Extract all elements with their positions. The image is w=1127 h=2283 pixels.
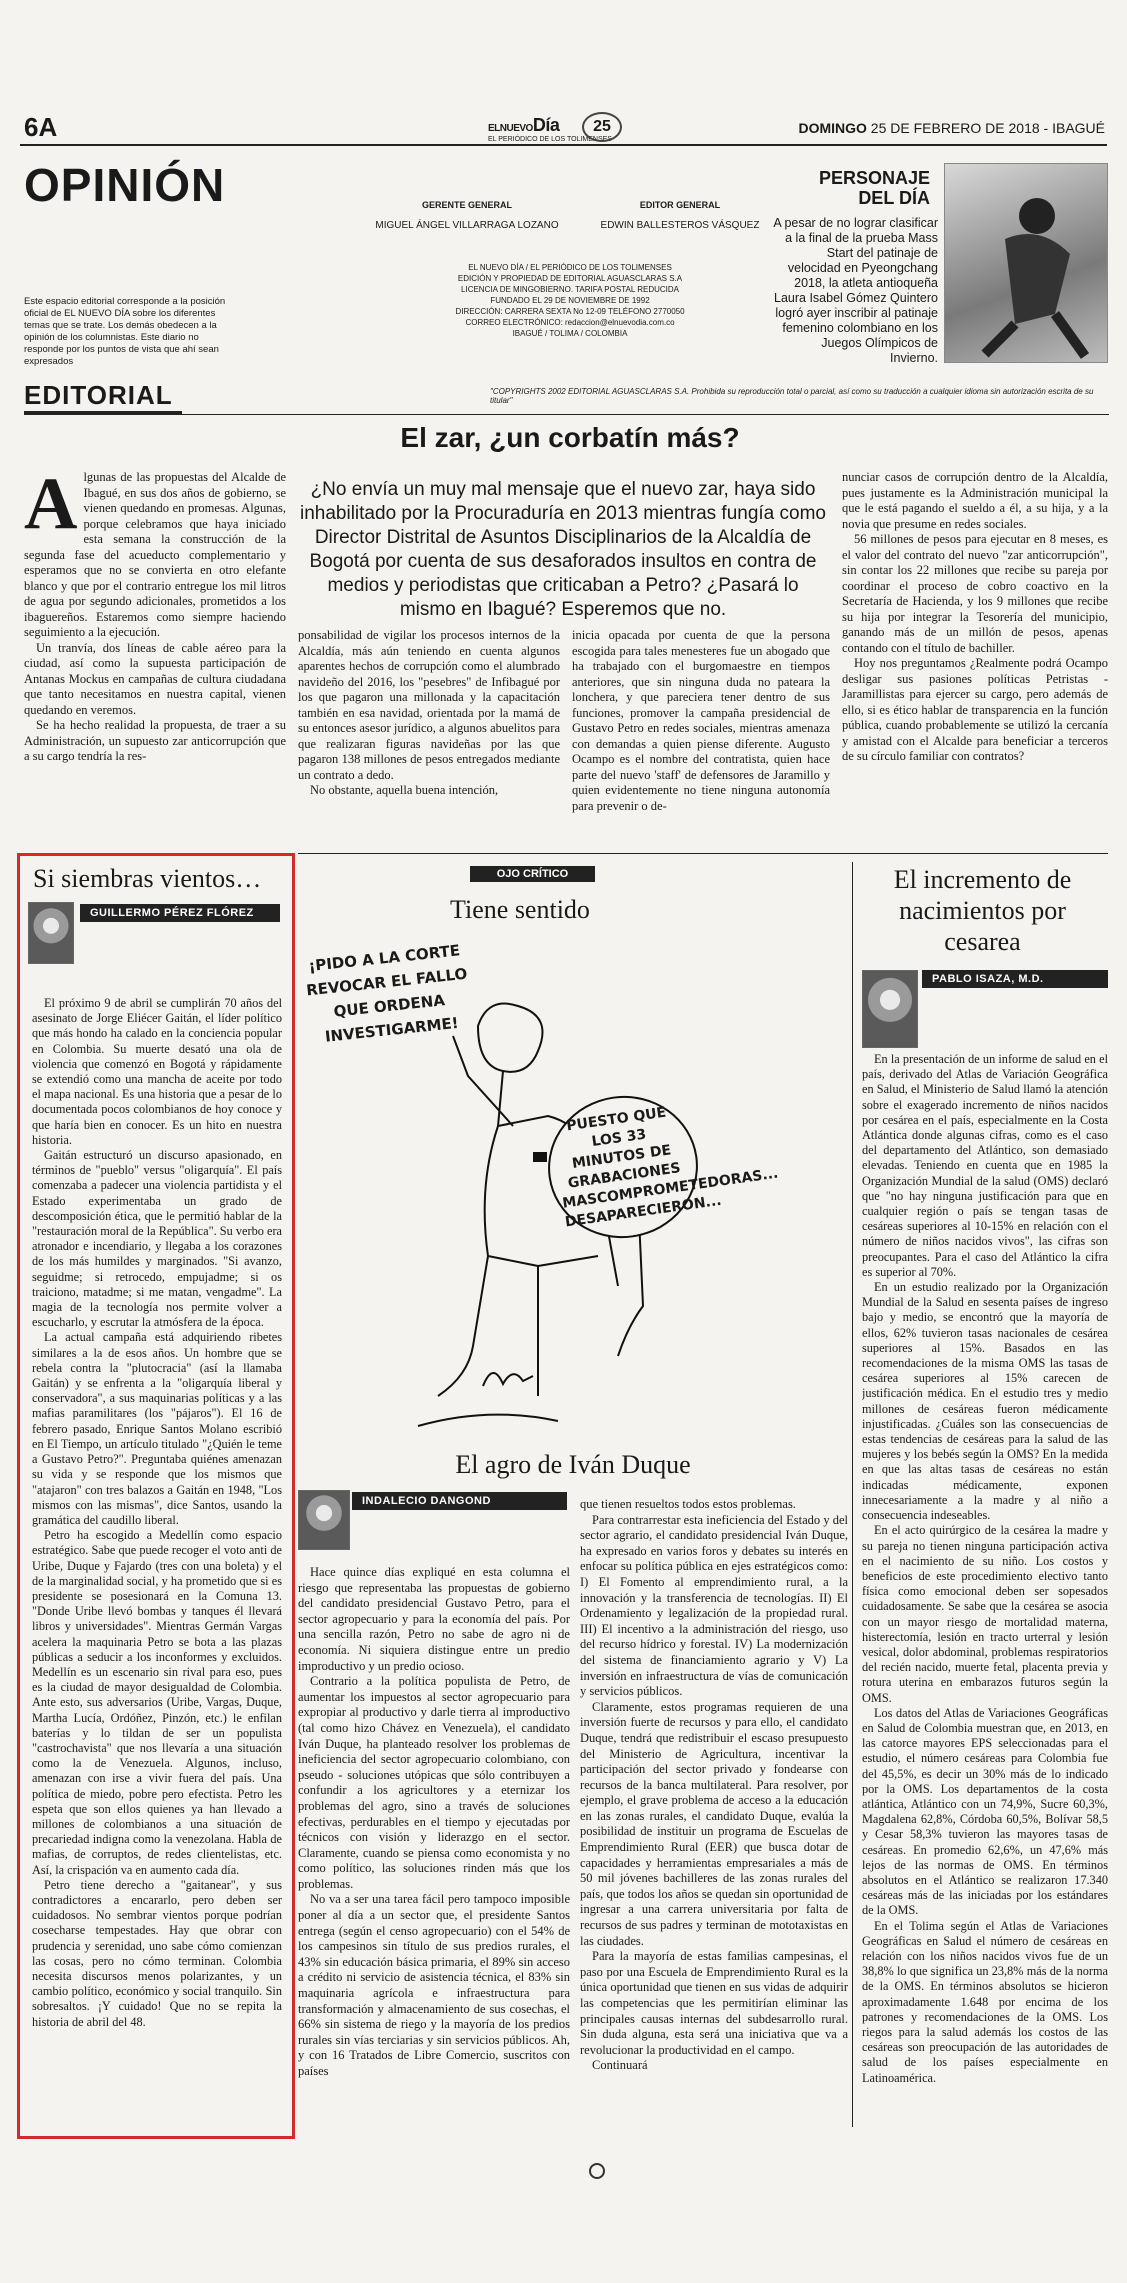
dropcap: A [24,470,78,545]
logo-sub: EL PERIÓDICO DE LOS TOLIMENSES [488,136,612,143]
editorial-col-1 [24,470,286,848]
date-rest: 25 DE FEBRERO DE 2018 - IBAGUÉ [870,120,1105,136]
page-number: 6A [24,112,58,142]
editorial-cartoon [298,926,780,1446]
paragraph: Continuará [592,2058,648,2073]
personaje-title-1: PERSONAJE [818,168,930,188]
paragraph: En el acto quirúrgico de la cesárea la madre y su pareja no tienen ninguna participación activa en el nacimiento de su niño. Los costos y beneficios de este procedimiento electivo tanto física como emocional deben ser sopesados cuidadosamente. Se sabe que la cesárea se asocia con un mayor riesgo de mortalidad materna, histerectomía, lesión en tracto urterral y lesión vesical, dolor abdominal, problemas respiratorios del recién nacido, muerte fetal, placenta previa y rotura uterina en embarazos futuros según la OMS. [862,1523,1108,1705]
staff-gm [362,200,572,231]
ojo-critico-tag: OJO CRÍTICO [470,866,595,882]
paragraph: que tienen resueltos todos estos problemas. [580,1497,796,1511]
author-byline-perez: GUILLERMO PÉREZ FLÓREZ [80,904,280,922]
column-dangond-left [298,1565,570,2125]
editorial-col-3 [572,628,830,848]
logo-top: ELNUEVO [488,123,533,134]
paragraph: ponsabilidad de vigilar los procesos internos de la Alcaldía, más aún teniendo en cuenta algunos aparentes hechos de corrupción como el alumbrado navideño del 2016, los "pesebres" de Infibagué por los que pagaron una millonada y la capacitación también en esa navidad, orientada por la mamá de su entonces asesor jurídico, a algunos abuelitos para que realizaran figuras navideñas por las que pagaron 138 millones de pesos entregados mediante un contrato a dedo. [298,628,560,782]
paragraph: Se ha hecho realidad la propuesta, de traer a su Administración, un supuesto zar anticorrupción que a su cargo tendría la res- [24,718,286,763]
author-photo-isaza [862,970,918,1048]
column-perez-body [32,996,282,2124]
personaje-title [800,168,930,208]
paragraph: Gaitán estructuró un discurso apasionado, en términos de "pueblo" versus "oligarquía". El país comenzaba a padecer una violencia partidista y el Estado experimentaba un grado de descomposición ética, que le permitió hablar de la "restauración moral de la República". Su verbo era atronador e incendiario, y llegaba a los corazones de los más humildes y marginados. "Si avanzo, seguidme; si retrocedo, empujadme; si os traiciono, matadme; si me matan, vengadme". La magia de la tecnología nos permite volver a escucharlo, y escrutar la atmósfera de la época. [32,1148,282,1330]
column-divider [852,862,853,2127]
paragraph: No va a ser una tarea fácil pero tampoco imposible poner al día a un sector que, el presidente Santos entrega (según el censo agropecuario) con el 54% de los campesinos sin título de sus predios rurales, el 43% sin educación básica primaria, el 89% sin acceso a crédito ni servicio de asistencia técnica, el 83% sin maquinaria agrícola e infraestructura para transformación y almacenamiento de sus cosechas, el 66% sin sistema de riego y la mayoría de los predios rurales sin vías terciarias y sin servicios públicos. Ah, y con 16 Tratados de Libre Comercio, suscritos con países [298,1892,570,2078]
paragraph: nunciar casos de corrupción dentro de la Alcaldía, pues justamente es la Administración municipal la que le está pagando el sueldo a él, a su hija, y a la novia que presume en redes sociales. [842,470,1108,531]
imprint-line: DIRECCIÓN: CARRERA SEXTA No 12-09 TELÉFONO 2770050 [455,307,685,316]
bow-tie-shape [533,1152,547,1162]
paragraph: Petro ha escogido a Medellín como espacio estratégico. Sabe que puede recoger el voto anti de Uribe, Duque y Fajardo (tres con una boleta) y el de la marginalidad social, y ha prometido que si es presidente se posesionará en la Comuna 13. "Donde Uribe llevó bombas y tanques él llevará libros y universidades". Mientras Germán Vargas acelera la maquinaria Petro se bota a las plazas públicas a seducir a los inconformes y excluidos. Medellín es un escenario sin rival para eso, pues es la ciudad de mayor desigualdad de Colombia. Ante esto, sus adversarios (Uribe, Vargas, Duque, Martha Lucía, Ordóñez, Pinzón, etc.) le enfilan baterías y lo tildan de ser un populista "castrochavista" que nos llevaría a una situación como la de Venezuela. Algunos, incluso, amenazan con irse a vivir fuera del país. Una política de miedo, pobre pero efectista. Petro les espeta que son ellos quienes ya han llevado a millones de colombianos a una situación de precariedad indigna como la venezolana. Habla de mafias, de corruptos, de redes clientelistas, etc. Así, la crispación va en aumento cada día. [32,1528,282,1877]
registration-mark-icon [589,2163,605,2179]
author-photo-perez [28,902,74,964]
paragraph: inicia opacada por cuenta de que la persona escogida para tales menesteres fue un abogado que ha trabajado con el burgomaestre en tiempos anteriores, que sin ninguna duda no pateara la lonchera, y que pareciera tener dentro de sus funciones, promover la campaña presidencial de Gustavo Petro en redes sociales, mientras amenaza con demandas a quien piense diferente. Augusto Ocampo es el nombre del contratista, quien hace parte del nuevo 'staff' de defensores de Jaramillo y quien evidentemente no tiene ninguna autonomía para prevenir o de- [572,628,830,813]
paragraph: lgunas de las propuestas del Alcalde de Ibagué, en sus dos años de gobierno, se vienen quedando en promesas. Algunas, porque celebramos que haya iniciado esta semana la construcción de la segunda fase del acueducto complementario y esperamos que no se convierta en otro elefante blanco y que por el contrario entregue los mil litros de agua por segundo adicionales, prometidos a los ibaguereños. Estaremos como siempre haciendo seguimiento a la ejecución. [24,470,286,639]
section-title: OPINIÓN [24,159,226,211]
paragraph: Un tranvía, dos líneas de cable aéreo para la ciudad, así como la supuesta participación de Antanas Mockus en campañas de cultura ciudadana que tanto necesitamos en nuestra capital, vienen quedando en veremos. [24,640,286,717]
paragraph: Para la mayoría de estas familias campesinas, el paso por una Escuela de Emprendimiento Rural es la única oportunidad que tienen en sus vidas de adquirir las competencias que les permitirían eliminar las principales causas internas del subdesarrollo rural. Sin duda alguna, esta será una iniciativa que va a revolucionar la productividad en el campo. [580,1949,848,2057]
paragraph: No obstante, aquella buena intención, [310,783,499,797]
editorial-col-4 [842,470,1108,848]
paragraph: La actual campaña está adquiriendo ribetes similares a la de esos años. Un hombre que se rebela contra la "plutocracia" (así la llamaba Gaitán) y se enfrenta a la "oligarquía liberal y conservadora", a sus maquinarias políticas y a las mafias paramilitares (los "pájaros"). El 16 de febrero pasado, Enrique Santos Molano escribió en El Tiempo, un artículo titulado "¿Quién le teme a Gustavo Petro?". Preguntaba quiénes amenazan su vida y se responde que los mismos que "atajaron" con tres balazos a Gaitán en 1948, "Los mismos con las mismas", dice Santos, usando la gramática del caudillo liberal. [32,1330,282,1527]
paragraph: Contrario a la política populista de Petro, de aumentar los impuestos al sector agropecuario para expropiar al productivo y darle tierra al improductivo (tal como hizo Chávez en Venezuela), el candidato Iván Duque, ha planteado resolver los problemas de ineficiencia del sector agropecuario colombiano, con pseudo - soluciones utópicas que sólo contribuyen a confundir a los agricultores y a eternizar los problemas del agro, sino a través de soluciones efectivas, perdurables en el tiempo y ejecutadas por técnicos con visión y liderazgo en el sector. Claramente, cuando se piensa como economista y no como político, las soluciones rinden más que los problemas. [298,1674,570,1891]
column-perez-title: Si siembras vientos… [33,864,262,893]
paragraph: El próximo 9 de abril se cumplirán 70 años del asesinato de Jorge Eliécer Gaitán, el líder político que más hondo ha calado en la conciencia popular en Colombia. Su muerte desató una ola de violencia que comenzó en Bogotá y rápidamente se extendió como una mancha de aceite por todo el mapa nacional. Es una historia que a pesar de lo documentada pocos colombianos de hoy conoce y que haría bien en conocer. Es un hito en nuestra historia. [32,996,282,1147]
imprint [450,262,690,339]
paragraph: Hace quince días expliqué en esta columna el riesgo que representaba las propuestas de gobierno del candidato presidencial Gustavo Petro, para el sector agropecuario y para la economía del país. Por una sencilla razón, Petro no sabe de agro ni de economía. Ni siquiera distingue entre un predio improductivo y un predio ocioso. [298,1565,570,1673]
date-day: DOMINGO [798,120,867,136]
paragraph: Claramente, estos programas requieren de una inversión fuerte de recursos y para ello, el candidato Duque, tendrá que redistribuir el escaso presupuesto del Ministerio de Agricultura, incentivar la participación del sector privado y fondearse con recursos de la banca multilateral. Para resolver, por ejemplo, el grave problema de acceso a la educación en las zonas rurales, el candidato Duque, evalúa la posibilidad de instituir un programa de Escuelas de Emprendimiento Rural (EER) que busca dotar de capacidades y herramientas empresariales a más de 50 mil jóvenes bachilleres de las zonas rurales del país, que todos los años se quedan sin oportunidad de ingresar a una carrera universitaria por falta de recursos de sus padres y terminan de mototaxistas en las ciudades. [580,1699,848,1948]
cartoon-title: Tiene sentido [450,895,590,924]
editorial-headline: El zar, ¿un corbatín más? [400,422,740,453]
editor-name: EDWIN BALLESTEROS VÁSQUEZ [600,220,760,231]
paragraph: En un estudio realizado por la Organización Mundial de la Salud en sesenta países de ingreso bajo y medio, se encontró que la mayoría de ellos, 62% tuvieron tasas nacionales de cesárea superiores al 15%. Basados en las recomendaciones de la misma OMS las tasas de cesárea superiores al 15% carecen de justificación médica. En el estudio tres y medio millones de cesáreas fueron médicamente injustificadas. ¿Cuáles son las consecuencias de estas tendencias de cesáreas para la salud de las mujeres y los bebés según la OMS? En la medida en que las altas tasas de cesáreas no están indicadas médicamente, exponen innecesariamente a la madre y al niño a consecuencia indeseables. [862,1280,1108,1523]
imprint-line: FUNDADO EL 29 DE NOVIEMBRE DE 1992 [490,296,650,305]
editorial-rule [24,414,1109,415]
paragraph: En el Tolima según el Atlas de Variaciones Geográficas en Salud el número de cesáreas en relación con los niños nacidos vivos fue de un 38,8% lo que significa un 23,8% más de la norma de la OMS. En términos absolutos se hicieron aproximadamente 1.648 por encima de los patrones y recomendaciones de la OMS. Los riegos para la salud además los costos de las cesáreas son preocupación de las autoridades de salud de los países especialmente en Latinoamérica. [862,1918,1108,2085]
signature-mark [478,1356,538,1396]
speech-text-1: ¡PIDO A LA CORTE REVOCAR EL FALLO QUE ORDENA INVESTIGARME! [305,941,469,1046]
column-isaza-body [862,1052,1108,2127]
column-isaza-title: El incremento de nacimientos por cesarea [893,865,1072,956]
imprint-line: IBAGUÉ / TOLIMA / COLOMBIA [512,329,628,338]
paragraph: 56 millones de pesos para ejecutar en 8 meses, es el valor del contrato del nuevo "zar anticorrupción", sin contar los 22 millones que recibe su pareja por coordinar el proceso de cobro coactivo en la Secretaría de Hacienda, y los 9 millones que recibe su hija por integrar la Tesorería del municipio, ganando más de un millón de pesos, apenas contando con el título de bachiller. [842,532,1108,655]
gm-role: GERENTE GENERAL [421,200,512,210]
author-photo-dangond [298,1490,350,1550]
copyright-notice: "COPYRIGHTS 2002 EDITORIAL AGUASCLARAS S.A. Prohibida su reproducción total o parcial, así como su traducción a cualquier idioma sin autorización escrita de su titular" [490,387,1094,405]
dateline [798,120,1105,136]
imprint-line: LICENCIA DE MINGOBIERNO. TARIFA POSTAL REDUCIDA [461,285,679,294]
speech-bubble-1 [298,937,477,1050]
logo-main: Día [532,115,560,135]
imprint-line: EL NUEVO DÍA / EL PERIÓDICO DE LOS TOLIMENSES [468,263,672,272]
column-dangond-title: El agro de Iván Duque [455,1450,691,1479]
skater-silhouette [945,164,1107,362]
cartoonist-signature [478,1356,538,1396]
paragraph: Para contrarrestar esta ineficiencia del Estado y del sector agrario, el candidato presidencial Iván Duque, ha expresado en varios foros y debates su interés en enfocar su política pública en ejes estratégicos como: I) El Fomento al emprendimiento rural, a la innovación y la transferencia de tecnologías. II) El Ordenamiento y legalización de la propiedad rural. III) El incentivo a la administración del riesgo, uso del recurso hídrico y forestal. IV) La modernización del sistema de financiamiento agrario y V) La inversión en infraestructura de vías de comunicación y servicios públicos. [580,1512,848,1699]
staff-editor [585,200,775,231]
editorial-tag: EDITORIAL [24,380,182,414]
speech-text-2: PUESTO QUE LOS 33 MINUTOS DE GRABACIONES MASCOMPROMETEDORAS... DESAPARECIERON... [561,1104,780,1231]
editorial-deck: ¿No envía un muy mal mensaje que el nuevo zar, haya sido inhabilitado por la Procuraduría en 2013 mientras fungía como Director Distrital de Asuntos Disciplinarios de la Alcaldía de Bogotá por cuenta de sus desaforados insultos en contra de medios y periodistas que criticaban a Petro? ¿Pasará lo mismo en Ibagué? Esperemos que no. [300,479,826,620]
author-byline-dangond: INDALECIO DANGOND [352,1492,567,1510]
paragraph: Petro tiene derecho a "gaitanear", y sus contradictores a encararlo, pero deben ser cuidadosos. No sembrar vientos porque podrían cosecharse tempestades. Hay que obrar con prudencia y serenidad, uno sabe cómo comienzan las cosas, pero no cómo terminan. Colombia necesita discursos menos polarizantes, y un cambio político, económico y social tranquilo. Sin sobresaltos. ¡Y cuidado! Que no se repita la historia de abril del 48. [32,1877,282,2029]
editorial-bottom-rule [298,853,1108,854]
paragraph: Los datos del Atlas de Variaciones Geográficas en Salud de Colombia muestran que, en 2013, en las catorce mayores EPS seleccionadas para el estudio, el número cesáreas para Colombia fue del 45,5%, es decir un 30% más de lo indicado por la OMS. Los departamentos de la costa atlántica, Atlántico con un 74,9%, Sucre 60,3%, Magdalena 62,8%, Córdoba 60,5%, Bolívar 58,5 y Cesar 58,3% tuvieron las mayores tasas de cesáreas. En promedio 62,6%, un 47,6% más lejos de las normas de OMS. En términos absolutos en el Atlántico se realizaron 17.340 cesáreas más de las iniciadas por los estándares de la OMS. [862,1705,1108,1918]
editorial-disclaimer: Este espacio editorial corresponde a la posición oficial de EL NUEVO DÍA sobre los diferentes temas que se trate. Los demás obedecen a la opinión de los columnistas. Este diario no responde por los puntos de vista que ahí sean expresados [24,296,226,367]
column-dangond-right [580,1497,848,2127]
imprint-line: CORREO ELECTRÓNICO: redaccion@elnuevodia.com.co [465,318,675,327]
paragraph: En la presentación de un informe de salud en el país, derivado del Atlas de Variación Geográfica en Salud, el Ministerio de Salud llamó la atención sobre el exagerado incremento de niños nacidos por cesárea en el país, especialmente en la Costa Atlántica donde algunas cifras, como es el caso del departamento del Atlántico, son demasiado elevadas. Teniendo en cuenta que en 1985 la Organización Mundial de la salud (OMS) declaró que "no hay ninguna justificación para que en cualquier región o país se tengan tasas de cesáreas superiores al 10-15% en relación con el número de niños nacidos vivos", las cifras son preocupantes. Para el caso del Atlántico la cifra es superior al 70%. [862,1052,1108,1279]
personaje-photo [944,163,1108,363]
anniversary-badge: 25 [582,112,622,142]
editorial-col-2 [298,628,560,848]
personaje-title-2: DEL DÍA [858,188,930,208]
editor-role: EDITOR GENERAL [639,200,721,210]
imprint-line: EDICIÓN Y PROPIEDAD DE EDITORIAL AGUASCLARAS S.A [457,274,683,283]
paragraph: Hoy nos preguntamos ¿Realmente podrá Ocampo desligar sus pasiones políticas Petristas - Jaramillistas para ejercer su cargo, pero además de ello, si es ético hablar de transparencia en la función pública, cuando probablemente se utilizó la cercanía y amistad con el Alcalde para beneficiar a terceros de su círculo familiar con contratos? [842,656,1108,763]
personaje-text: A pesar de no lograr clasificar a la final de la prueba Mass Start del patinaje de velocidad en Pyeongchang 2018, la atleta antioqueña Laura Isabel Gómez Quintero logró ayer inscribir al patinaje femenino colombiano en los Juegos Olímpicos de Invierno. [773,216,938,365]
author-byline-isaza: PABLO ISAZA, M.D. [922,970,1108,988]
gm-name: MIGUEL ÁNGEL VILLARRAGA LOZANO [375,220,559,231]
